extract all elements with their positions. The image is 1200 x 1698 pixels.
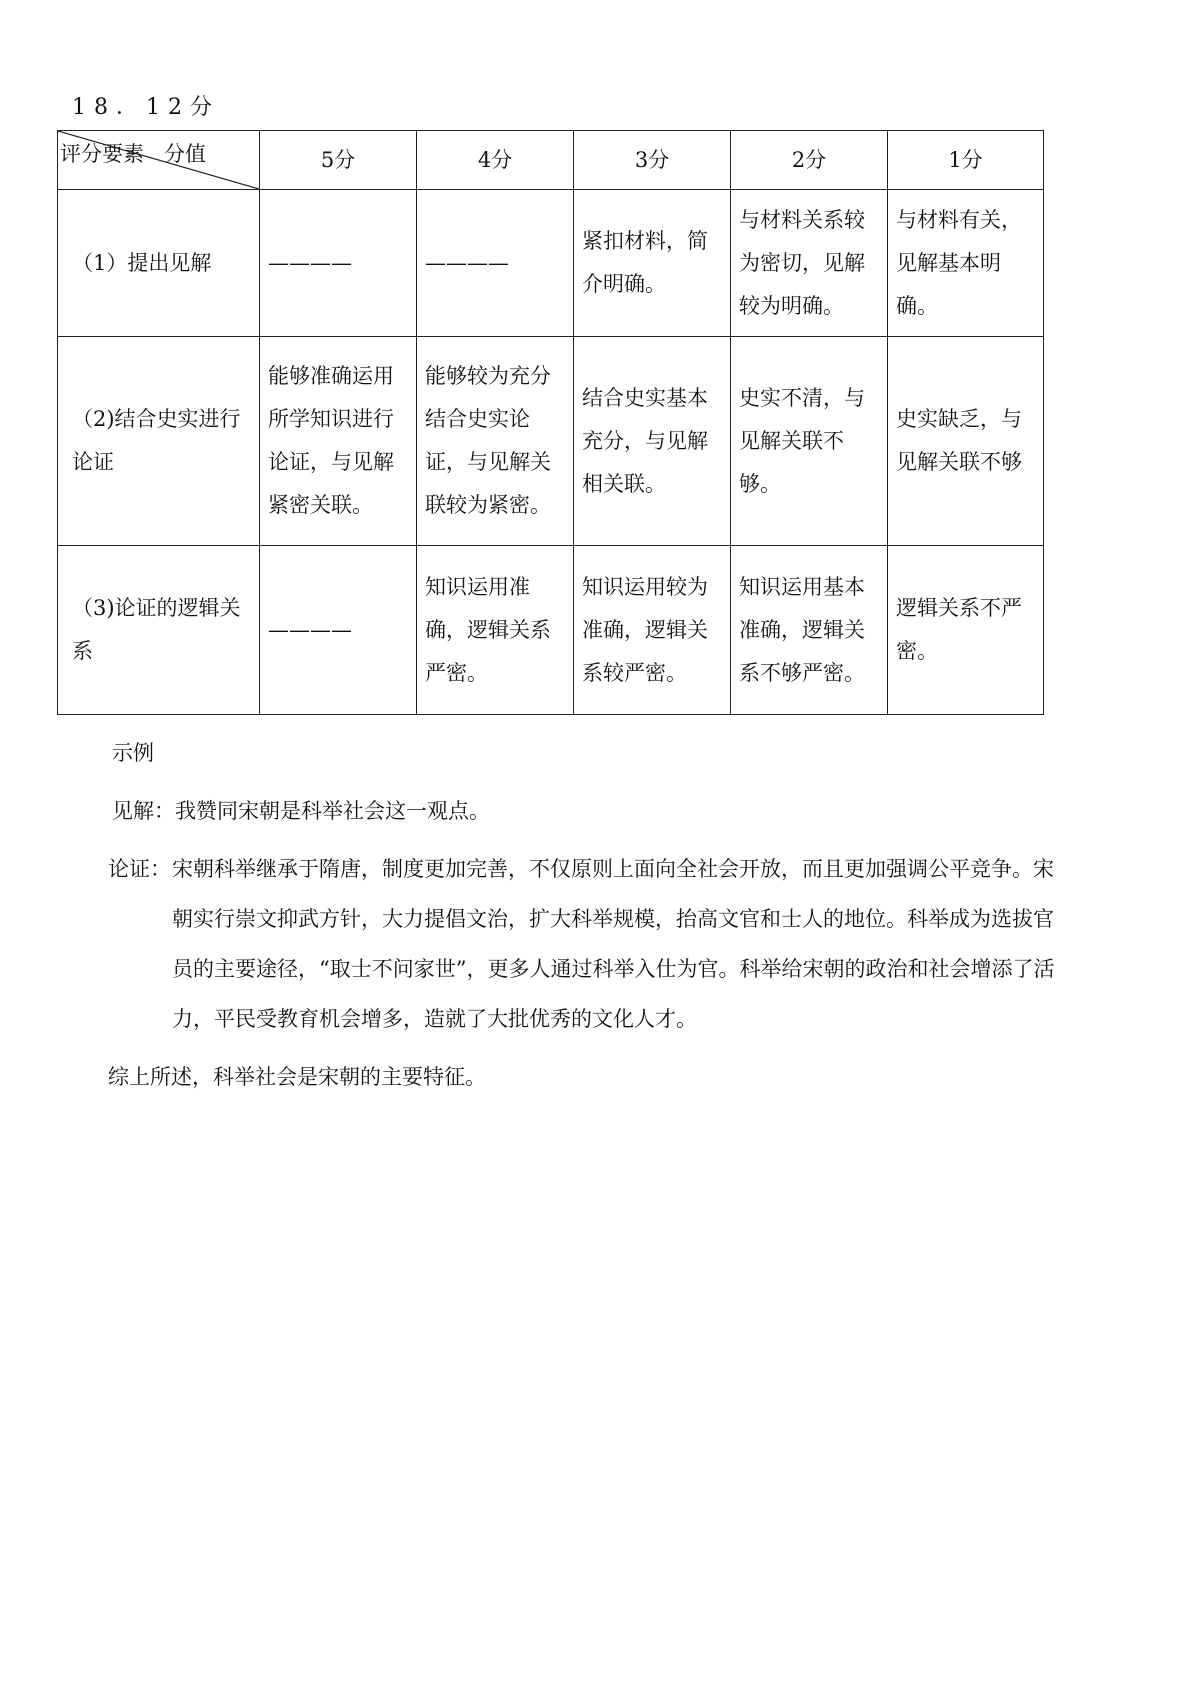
rubric-cell: 知识运用基本准确，逻辑关系不够严密。 (731, 546, 888, 715)
score-header-4: 4分 (417, 131, 574, 190)
rubric-cell: 紧扣材料，简介明确。 (574, 190, 731, 337)
score-header-1: 1分 (888, 131, 1044, 190)
corner-label-criteria: 评分要素 (60, 142, 144, 166)
question-heading: 18．12分 (72, 95, 220, 120)
rubric-cell: ———— (417, 190, 574, 337)
argument-paragraph (108, 844, 1068, 1044)
viewpoint-paragraph: 见解：我赞同宋朝是科举社会这一观点。 (112, 799, 490, 823)
example-title: 示例 (112, 741, 154, 765)
criterion-cell: （2)结合史实进行论证 (58, 337, 260, 546)
rubric-cell: 与材料关系较为密切，见解较为明确。 (731, 190, 888, 337)
score-header-5: 5分 (260, 131, 417, 190)
table-header-row (58, 131, 1044, 190)
rubric-cell: 能够准确运用所学知识进行论证，与见解紧密关联。 (260, 337, 417, 546)
rubric-cell: 与材料有关，见解基本明确。 (888, 190, 1044, 337)
rubric-cell: 逻辑关系不严密。 (888, 546, 1044, 715)
diagonal-header-cell (58, 131, 260, 190)
corner-label-score: 分值 (164, 142, 207, 166)
criterion-cell: （1）提出见解 (58, 190, 260, 337)
table-row (58, 337, 1044, 546)
rubric-cell: 结合史实基本充分，与见解相关联。 (574, 337, 731, 546)
conclusion-paragraph: 综上所述，科举社会是宋朝的主要特征。 (108, 1065, 486, 1089)
score-header-2: 2分 (731, 131, 888, 190)
table-row (58, 546, 1044, 715)
rubric-cell: 史实缺乏，与见解关联不够 (888, 337, 1044, 546)
rubric-cell: 史实不清，与见解关联不够。 (731, 337, 888, 546)
scoring-rubric-table (57, 130, 1044, 715)
criterion-cell: （3)论证的逻辑关系 (58, 546, 260, 715)
table-row (58, 190, 1044, 337)
rubric-cell: 知识运用较为准确，逻辑关系较严密。 (574, 546, 731, 715)
rubric-cell: ———— (260, 546, 417, 715)
score-header-3: 3分 (574, 131, 731, 190)
argument-label: 论证： (108, 857, 171, 881)
rubric-cell: ———— (260, 190, 417, 337)
rubric-cell: 能够较为充分结合史实论证，与见解关联较为紧密。 (417, 337, 574, 546)
example-answer (108, 728, 1068, 1102)
rubric-cell: 知识运用准确，逻辑关系严密。 (417, 546, 574, 715)
argument-text: 宋朝科举继承于隋唐，制度更加完善，不仅原则上面向全社会开放，而且更加强调公平竞争。宋朝实行崇文抑武方针，大力提倡文治，扩大科举规模，抬高文官和士人的地位。科举成为选拔官员的主要途径，“取士不问家世”，更多人通过科举入仕为官。科举给宋朝的政治和社会增添了活力，平民受教育机会增多，造就了大批优秀的文化人才。 (172, 857, 1055, 1031)
